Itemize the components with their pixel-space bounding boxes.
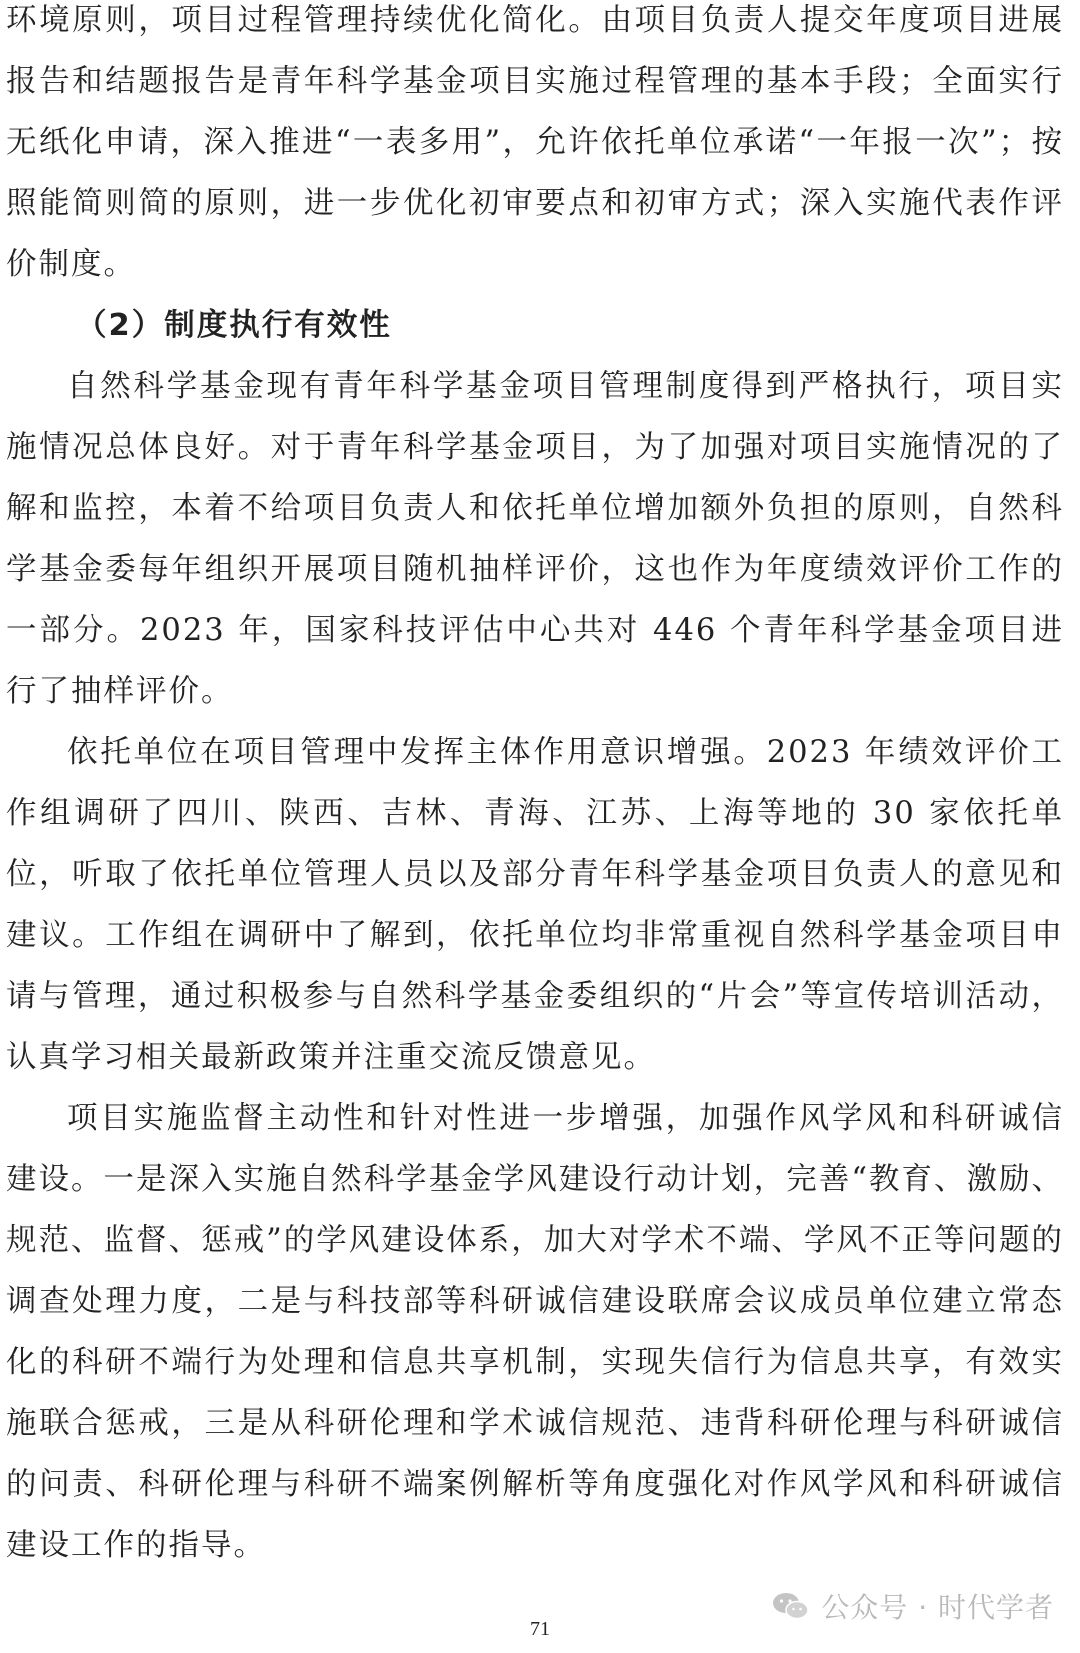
paragraph-continuation: 环境原则，项目过程管理持续优化简化。由项目负责人提交年度项目进展报告和结题报告是青年科学基金项目实施过程管理的基本手段；全面实行无纸化申请，深入推进“一表多用”，允许依托单位承诺“一年报一次”；按照能简则简的原则，进一步优化初审要点和初审方式；深入实施代表作评价制度。 (6, 3, 1064, 282)
page-number: 71 (530, 1618, 550, 1640)
document-page (6, 0, 1064, 1653)
paragraph-supervision: 项目实施监督主动性和针对性进一步增强，加强作风学风和科研诚信建设。一是深入实施自然科学基金学风建设行动计划，完善“教育、激励、规范、监督、惩戒”的学风建设体系，加大对学术不端、学风不正等问题的调查处理力度，二是与科技部等科研诚信建设联席会议成员单位建立常态化的科研不端行为处理和信息共享机制，实现失信行为信息共享，有效实施联合惩戒，三是从科研伦理和学术诚信规范、违背科研伦理与科研诚信的问责、科研伦理与科研不端案例解析等角度强化对作风学风和科研诚信建设工作的指导。 (6, 1101, 1064, 1563)
watermark-text: 公众号 · 时代学者 (821, 1591, 1054, 1624)
wechat-icon (771, 1591, 811, 1621)
paragraph-supporting-units: 依托单位在项目管理中发挥主体作用意识增强。2023 年绩效评价工作组调研了四川、陕西、吉林、青海、江苏、上海等地的 30 家依托单位，听取了依托单位管理人员以及部分青年科学基金项目负责人的意见和建议。工作组在调研中了解到，依托单位均非常重视自然科学基金项目申请与管理，通过积极参与自然科学基金委组织的“片会”等宣传培训活动，认真学习相关最新政策并注重交流反馈意见。 (6, 735, 1064, 1075)
section-heading: （2）制度执行有效性 (76, 308, 392, 343)
paragraph-execution: 自然科学基金现有青年科学基金项目管理制度得到严格执行，项目实施情况总体良好。对于青年科学基金项目，为了加强对项目实施情况的了解和监控，本着不给项目负责人和依托单位增加额外负担的原则，自然科学基金委每年组织开展项目随机抽样评价，这也作为年度绩效评价工作的一部分。2023 年，国家科技评估中心共对 446 个青年科学基金项目进行了抽样评价。 (6, 369, 1064, 709)
